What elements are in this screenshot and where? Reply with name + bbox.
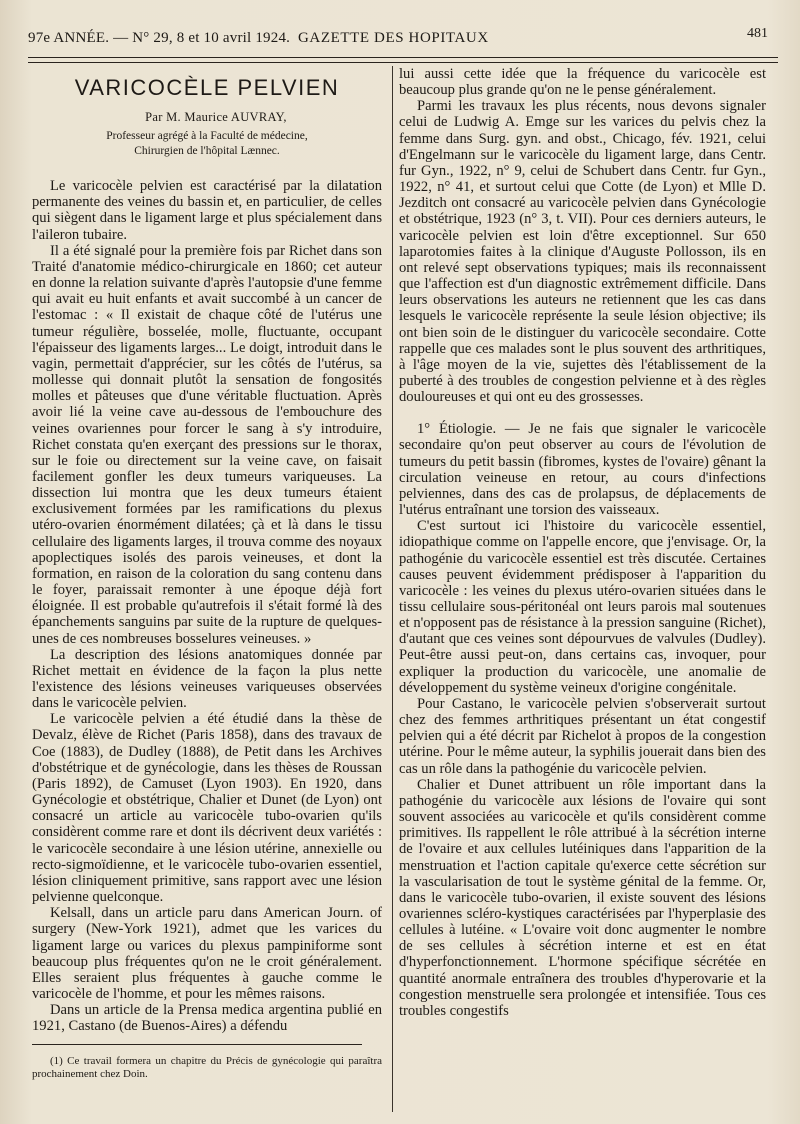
page-header: [28, 26, 778, 50]
article-byline: Par M. Maurice AUVRAY,: [145, 110, 287, 125]
paragraph: lui aussi cette idée que la fréquence du varicocèle est beaucoup plus grande qu'on ne le pense généralement.: [399, 66, 766, 99]
paragraph: La description des lésions anatomiques donnée par Richet mettait en évidence de la façon la plus nette l'existence des lésions veineuses variqueuses observées dans le varicocèle pelvien.: [32, 646, 382, 712]
journal-title: GAZETTE DES HOPITAUX: [298, 30, 489, 46]
footnote-rule: [32, 1044, 362, 1045]
paragraph: Chalier et Dunet attribuent un rôle important dans la pathogénie du varicocèle aux lésions de l'ovaire qui sont souvent associées au varicocèle et qu'ils considèrent comme primitives. Ils rappellent le rôle attribué à la sécrétion interne de l'ovaire et aux cellules lutéiniques dans l'apparition de la menstruation et l'action capitale qu'exerce cette sécrétion sur la vascularisation de tout le système génital de la femme. Or, dans le varicocèle tubo-ovarien, il existe souvent des lésions ovariennes scléro-kystiques caractérisées par l'hyperplasie des cellules à lutéine. « L'ovaire voit donc augmenter le nombre de ses cellules à sécrétion interne et est en état d'hyperfonctionnement. L'hormone spécifique sécrétée en quantité anormale entraînera des troubles d'hyperovarie et la congestion menstruelle sera prolongée et intensifiée. Tous ces troubles congestifs: [399, 776, 766, 1019]
footnote: (1) Ce travail formera un chapitre du Précis de gynécologie qui paraîtra prochainement chez Doin.: [32, 1055, 382, 1081]
issue-info: 97e ANNÉE. — N° 29, 8 et 10 avril 1924.: [28, 30, 291, 46]
paragraph: Le varicocèle pelvien a été étudié dans la thèse de Devalz, élève de Richet (Paris 1858), dans des travaux de Coe (1883), de Dudley (1888), de Petit dans les Archives d'obstétrique et de gynécologie, dans les thèses de Roussan (Paris 1892), de Camuset (Lyon 1903). En 1920, dans Gynécologie et obstétrique, Chalier et Dunet (de Lyon) ont consacré un article au varicocèle tubo-ovarien qu'ils considèrent comme rare et dont ils décrivent deux variétés : le varicocèle secondaire à une lésion utérine, annexielle ou recto-sigmoïdienne, et le varicocèle tubo-ovarien essentiel, lésion cliniquement primitive, sans rapport avec une lésion pelvienne quelconque.: [32, 711, 382, 906]
header-rule-thin: [28, 62, 778, 63]
article-title: VARICOCÈLE PELVIEN: [74, 75, 340, 100]
paragraph: Le varicocèle pelvien est caractérisé par la dilatation permanente des veines du bassin et, en particulier, de celles qui siègent dans le ligament large et plus spécialement dans l'aileron tubaire.: [32, 178, 382, 243]
affiliation-line-2: Chirurgien de l'hôpital Lænnec.: [134, 144, 280, 157]
right-column: [399, 66, 766, 1019]
paragraph: Parmi les travaux les plus récents, nous devons signaler celui de Ludwig A. Emge sur les varices du pelvis chez la femme dans Surg. gyn. and obst., Chicago, fév. 1921, celui d'Engelmann sur le varicocèle du ligament large, dans Centr. fur Gyn., 1922, n° 9, celui de Schubert dans Centr. fur Gyn., 1922, n° 41, et surtout celui que Cotte (de Lyon) et Mlle D. Jezditch ont consacré au varicocèle pelvien dans Gynécologie et obstétrique, 1923 (n° 3, t. VII). Pour ces derniers auteurs, le varicocèle pelvien est loin d'être exceptionnel. Sur 650 laparotomies faites à la clinique d'Auguste Pollosson, ils en ont relevé sept observations typiques; mais ils reconnaissent que l'affection est d'un diagnostic extrêmement difficile. Dans leurs observations les auteurs ne retiennent que les cas dans lesquels le varicocèle représente la seule lésion objective; ils ont bien soin de le distinguer du varicocèle secondaire. Cotte rappelle que ces malades sont le plus souvent des arthritiques, à l'âge moyen de la vie, sujettes dès l'établissement de la puberté à des troubles de congestion pelvienne et à des règles douloureuses et qui ont eu des grossesses.: [399, 98, 766, 406]
author-affiliation: [32, 129, 382, 158]
paragraph: C'est surtout ici l'histoire du varicocèle essentiel, idiopathique comme on l'appelle encore, que j'envisage. Or, la pathogénie du varicocèle essentiel est très discutée. Certaines causes peuvent évidemment prédisposer à l'apparition du varicocèle : les veines du plexus utéro-ovarien situées dans le tissu cellulaire sous-péritonéal ont leurs parois mal soutenues et n'opposent pas de résistance à la pression sanguine (Richet), d'autant que ces veines sont dépourvues de valvules (Dudley). Peut-être aussi peut-on, dans certains cas, invoquer, pour expliquer la production du varicocèle, une anomalie de développement du système veineux d'origine congénitale.: [399, 518, 766, 696]
affiliation-line-1: Professeur agrégé à la Faculté de médecine,: [106, 130, 308, 143]
paragraph: Pour Castano, le varicocèle pelvien s'observerait surtout chez des femmes arthritiques présentant un état congestif pelvien qui a été décrit par Richelot à propos de la congestion utérine. Pour le même auteur, la syphilis jouerait dans bien des cas un rôle dans la pathogénie du varicocèle pelvien.: [399, 695, 766, 777]
section-etiologie: 1° Étiologie. — Je ne fais que signaler le varicocèle secondaire qu'on peut observer au cours de l'évolution de tumeurs du petit bassin (fibromes, kystes de l'ovaire) gênant la circulation veineuse en retour, au cours d'infections pelviennes, dans des cas de prolapsus, de déplacements de l'utérus entraînant une torsion des vaisseaux.: [399, 421, 766, 519]
paragraph: Dans un article de la Prensa medica argentina publié en 1921, Castano (de Buenos-Aires) a défendu: [32, 1002, 382, 1035]
column-divider: [392, 66, 393, 1112]
left-column: [32, 66, 382, 1081]
page-number: 481: [747, 26, 768, 41]
paragraph: Il a été signalé pour la première fois par Richet dans son Traité d'anatomie médico-chirurgicale en 1860; cet auteur en donne la relation suivante d'après l'autopsie d'une femme qui avait eu huit enfants et avait succombé à un cancer de l'estomac : « Il existait de chaque côté de l'utérus une tumeur régulière, bosselée, molle, fluctuante, occupant l'épaisseur des ligaments larges... Le doigt, introduit dans le vagin, permettait d'apprécier, sur les côtés de l'utérus, sa mollesse qui donnait plutôt la sensation de fongosités molles et pâteuses que d'une véritable fluctuation. Après avoir lié la veine cave au-dessous de l'embouchure des veines ovariennes pour forcer le sang à s'y introduire, Richet constata qu'en exerçant des pressions sur le thorax, sur le foie ou directement sur la veine cave, on faisait facilement gonfler les deux tumeurs variqueuses. La dissection lui montra que les deux tumeurs étaient exclusivement formées par les ramifications du plexus utéro-ovarien énormément dilatées; çà et là dans le tissu cellulaire des ligaments larges, il trouva comme des noyaux apoplectiques isolés des parois veineuses, et dont la formation, en raison de la coloration du sang contenu dans le foyer, paraissait remonter à une époque déjà fort éloignée. Il est probable qu'autrefois il s'était formé là des épanchements sanguins par suite de la rupture de quelques-unes de ces nombreuses bosselures veineuses. »: [32, 242, 382, 647]
header-rule: [28, 57, 778, 58]
paragraph: Kelsall, dans un article paru dans American Journ. of surgery (New-York 1921), admet que les varices du ligament large ou varices du plexus pampiniforme sont beaucoup plus fréquentes qu'on ne le croit généralement. Elles seraient plus fréquentes à gauche comme le varicocèle de l'homme, et pour les mêmes raisons.: [32, 905, 382, 1002]
